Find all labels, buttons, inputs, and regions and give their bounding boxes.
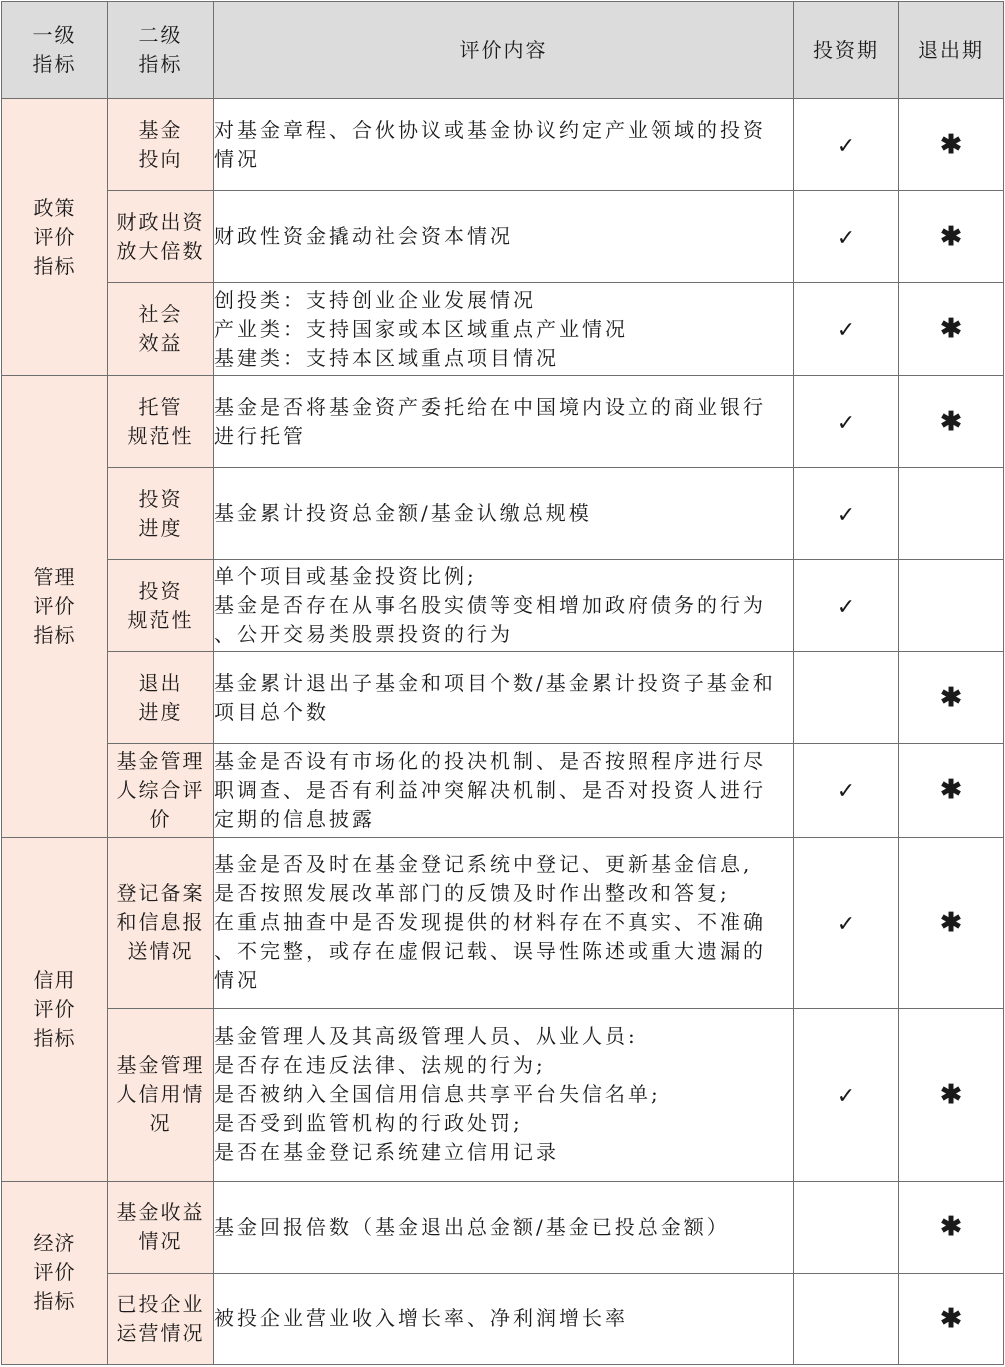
table-row — [2, 191, 1004, 283]
invest-mark: ✓ — [794, 283, 899, 376]
invest-mark: ✓ — [794, 560, 899, 652]
table-row — [2, 744, 1004, 837]
level2-cell: 基金管理 人信用情 况 — [108, 1008, 214, 1181]
exit-mark: ✱ — [899, 1008, 1004, 1181]
header-level1: 一级 指标 — [2, 2, 108, 99]
invest-mark — [794, 652, 899, 744]
content-cell: 被投企业营业收入增长率、净利润增长率 — [214, 1273, 794, 1364]
exit-mark: ✱ — [899, 744, 1004, 837]
level2-cell: 退出 进度 — [108, 652, 214, 744]
header-level2: 二级 指标 — [108, 2, 214, 99]
content-cell: 基金累计投资总金额/基金认缴总规模 — [214, 468, 794, 560]
exit-mark: ✱ — [899, 1273, 1004, 1364]
content-cell: 基金累计退出子基金和项目个数/基金累计投资子基金和 项目总个数 — [214, 652, 794, 744]
exit-mark: ✱ — [899, 376, 1004, 468]
header-exit: 退出期 — [899, 2, 1004, 99]
table-row — [2, 1181, 1004, 1273]
invest-mark: ✓ — [794, 1008, 899, 1181]
content-cell: 基金管理人及其高级管理人员、从业人员: 是否存在违反法律、法规的行为; 是否被纳入全国信用信息共享平台失信名单; 是否受到监管机构的行政处罚; 是否在基金登记系统建立信用记录 — [214, 1008, 794, 1181]
level2-cell: 社会 效益 — [108, 283, 214, 376]
level2-cell: 投资 进度 — [108, 468, 214, 560]
invest-mark: ✓ — [794, 744, 899, 837]
level2-cell: 投资 规范性 — [108, 560, 214, 652]
invest-mark: ✓ — [794, 376, 899, 468]
content-cell: 创投类：支持创业企业发展情况 产业类：支持国家或本区域重点产业情况 基建类：支持本区域重点项目情况 — [214, 283, 794, 376]
exit-mark: ✱ — [899, 1181, 1004, 1273]
invest-mark — [794, 1181, 899, 1273]
invest-mark: ✓ — [794, 837, 899, 1008]
table-row — [2, 283, 1004, 376]
content-cell: 基金是否设有市场化的投决机制、是否按照程序进行尽 职调查、是否有利益冲突解决机制、是否对投资人进行 定期的信息披露 — [214, 744, 794, 837]
header-row — [2, 2, 1004, 99]
exit-mark: ✱ — [899, 652, 1004, 744]
exit-mark: ✱ — [899, 99, 1004, 191]
content-cell: 基金是否将基金资产委托给在中国境内设立的商业银行 进行托管 — [214, 376, 794, 468]
table-row — [2, 1273, 1004, 1364]
level1-management: 管理 评价 指标 — [2, 376, 108, 837]
content-cell: 对基金章程、合伙协议或基金协议约定产业领域的投资 情况 — [214, 99, 794, 191]
level1-economic: 经济 评价 指标 — [2, 1181, 108, 1364]
exit-mark: ✱ — [899, 191, 1004, 283]
invest-mark — [794, 1273, 899, 1364]
level1-policy: 政策 评价 指标 — [2, 99, 108, 376]
table-row — [2, 468, 1004, 560]
exit-mark — [899, 468, 1004, 560]
level2-cell: 财政出资 放大倍数 — [108, 191, 214, 283]
table-row — [2, 1008, 1004, 1181]
table-row — [2, 99, 1004, 191]
table-row — [2, 560, 1004, 652]
level2-cell: 登记备案 和信息报 送情况 — [108, 837, 214, 1008]
content-cell: 单个项目或基金投资比例; 基金是否存在从事名股实债等变相增加政府债务的行为 、公开交易类股票投资的行为 — [214, 560, 794, 652]
invest-mark: ✓ — [794, 468, 899, 560]
exit-mark: ✱ — [899, 283, 1004, 376]
content-cell: 基金是否及时在基金登记系统中登记、更新基金信息, 是否按照发展改革部门的反馈及时作出整改和答复; 在重点抽查中是否发现提供的材料存在不真实、不准确 、不完整，或存在虚假记载、误导性陈述或重大遗漏的 情况 — [214, 837, 794, 1008]
level1-credit: 信用 评价 指标 — [2, 837, 108, 1181]
exit-mark — [899, 560, 1004, 652]
content-cell: 财政性资金撬动社会资本情况 — [214, 191, 794, 283]
level2-cell: 基金 投向 — [108, 99, 214, 191]
table-row — [2, 652, 1004, 744]
evaluation-table — [1, 1, 1004, 1365]
level2-cell: 已投企业 运营情况 — [108, 1273, 214, 1364]
level2-cell: 基金收益 情况 — [108, 1181, 214, 1273]
exit-mark: ✱ — [899, 837, 1004, 1008]
table-row — [2, 376, 1004, 468]
table-row — [2, 837, 1004, 1008]
level2-cell: 托管 规范性 — [108, 376, 214, 468]
header-invest: 投资期 — [794, 2, 899, 99]
content-cell: 基金回报倍数（基金退出总金额/基金已投总金额） — [214, 1181, 794, 1273]
invest-mark: ✓ — [794, 191, 899, 283]
level2-cell: 基金管理 人综合评 价 — [108, 744, 214, 837]
invest-mark: ✓ — [794, 99, 899, 191]
header-content: 评价内容 — [214, 2, 794, 99]
